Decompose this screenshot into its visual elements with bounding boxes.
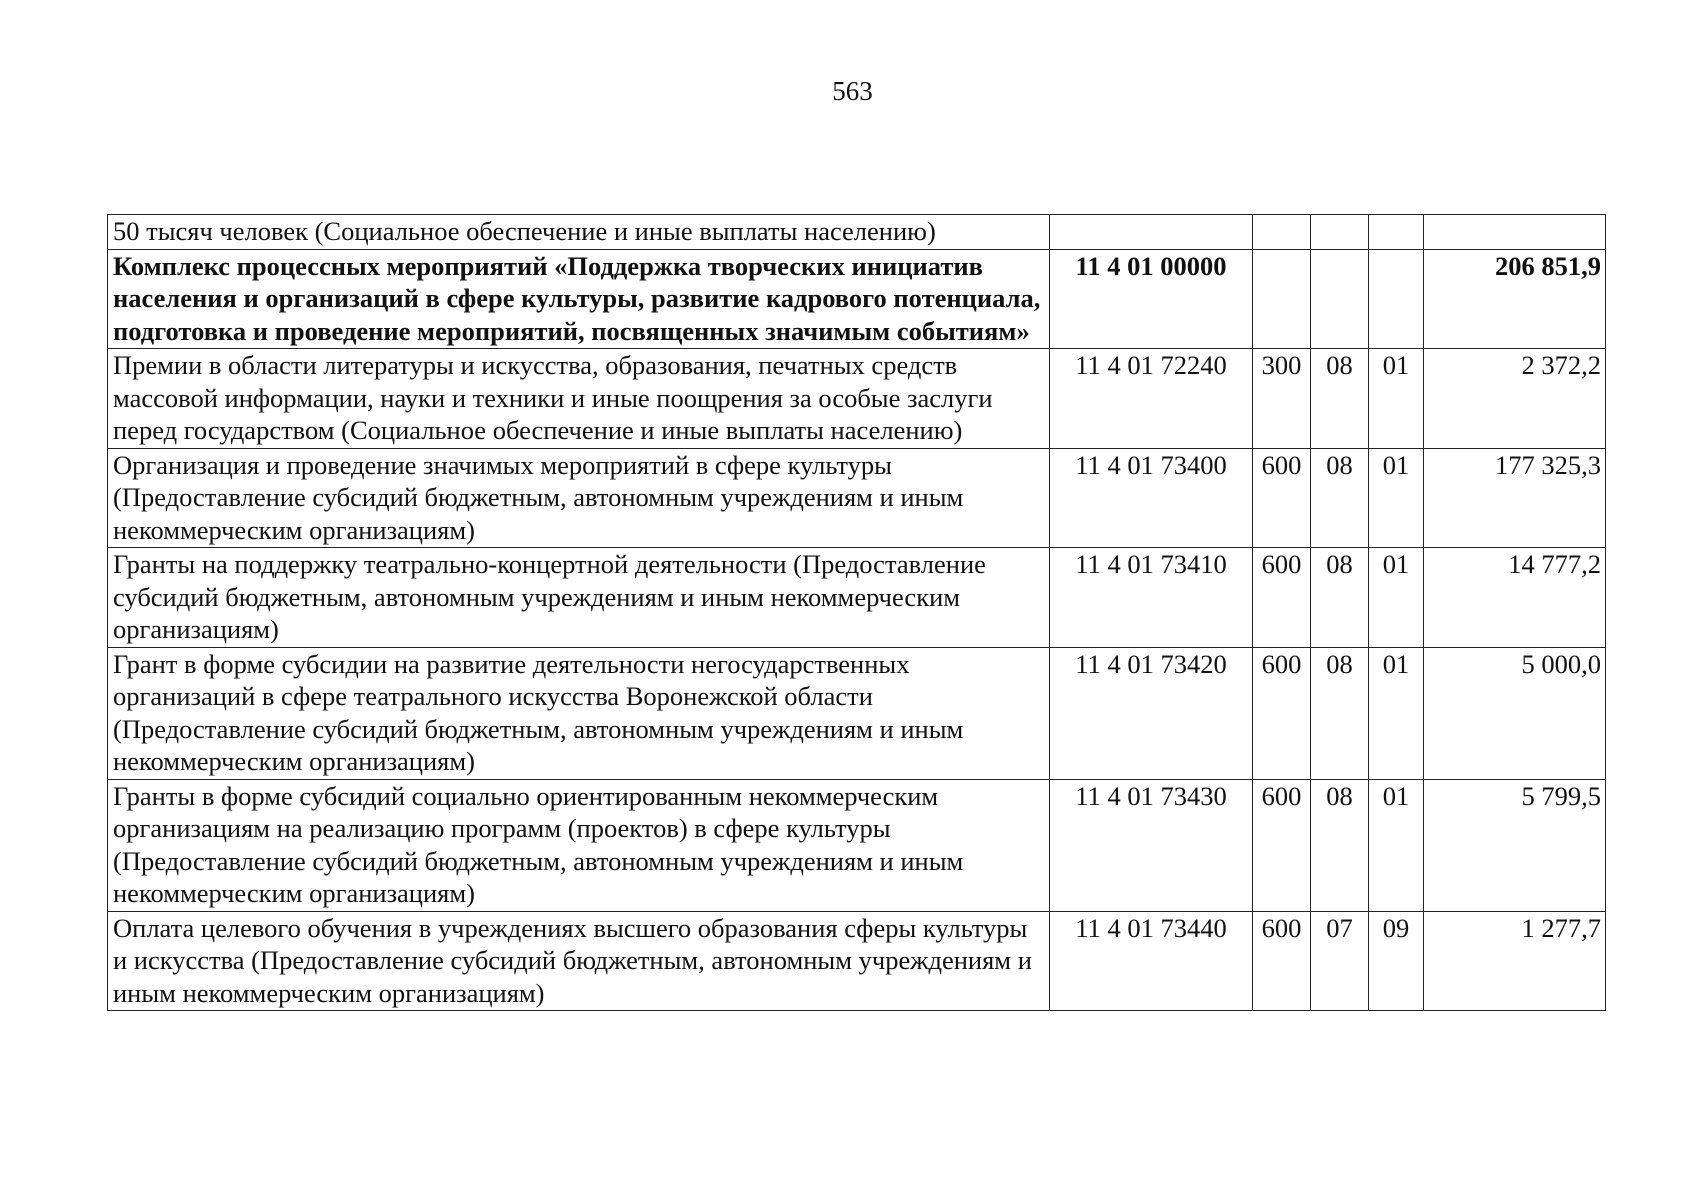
budget-table [107, 214, 1606, 1011]
table-row [108, 911, 1606, 1011]
row-name-cell: Гранты в форме субсидий социально ориентированным некоммерческим организациям на реализацию программ (проектов) в сфере культуры (Предоставление субсидий бюджетным, автономным учреждениям и иным некоммерческим организациям) [108, 779, 1050, 911]
row-name-cell: Комплекс процессных мероприятий «Поддержка творческих инициатив населения и организаций в сфере культуры, развитие кадрового потенциала, подготовка и проведение мероприятий, посвященных значимым событиям» [108, 249, 1050, 349]
section-cell: 08 [1311, 647, 1369, 779]
subsection-cell [1369, 249, 1424, 349]
amount-cell: 5 799,5 [1424, 779, 1606, 911]
amount-cell: 1 277,7 [1424, 911, 1606, 1011]
subsection-cell: 01 [1369, 548, 1424, 648]
subsection-cell: 01 [1369, 779, 1424, 911]
section-cell [1311, 249, 1369, 349]
table-row [108, 779, 1606, 911]
target-code-cell: 11 4 01 73400 [1050, 448, 1253, 548]
table-row [108, 647, 1606, 779]
row-name-cell: Гранты на поддержку театрально-концертной деятельности (Предоставление субсидий бюджетным, автономным учреждениям и иным некоммерческим организациям) [108, 548, 1050, 648]
expense-type-cell: 600 [1253, 548, 1311, 648]
section-cell: 07 [1311, 911, 1369, 1011]
subsection-cell: 01 [1369, 448, 1424, 548]
table-row [108, 215, 1606, 250]
table-row [108, 249, 1606, 349]
amount-cell [1424, 215, 1606, 250]
row-name-cell: Оплата целевого обучения в учреждениях высшего образования сферы культуры и искусства (Предоставление субсидий бюджетным, автономным учреждениям и иным некоммерческим организациям) [108, 911, 1050, 1011]
row-name-cell: 50 тысяч человек (Социальное обеспечение и иные выплаты населению) [108, 215, 1050, 250]
expense-type-cell [1253, 215, 1311, 250]
amount-cell: 2 372,2 [1424, 349, 1606, 449]
amount-cell: 14 777,2 [1424, 548, 1606, 648]
subsection-cell [1369, 215, 1424, 250]
amount-cell: 177 325,3 [1424, 448, 1606, 548]
target-code-cell: 11 4 01 00000 [1050, 249, 1253, 349]
row-name-cell: Грант в форме субсидии на развитие деятельности негосударственных организаций в сфере театрального искусства Воронежской области (Предоставление субсидий бюджетным, автономным учреждениям и иным некоммерческим организациям) [108, 647, 1050, 779]
target-code-cell: 11 4 01 73420 [1050, 647, 1253, 779]
expense-type-cell: 600 [1253, 448, 1311, 548]
expense-type-cell: 600 [1253, 911, 1311, 1011]
expense-type-cell: 600 [1253, 647, 1311, 779]
subsection-cell: 09 [1369, 911, 1424, 1011]
target-code-cell: 11 4 01 73430 [1050, 779, 1253, 911]
table-row [108, 448, 1606, 548]
section-cell: 08 [1311, 548, 1369, 648]
section-cell: 08 [1311, 349, 1369, 449]
expense-type-cell: 600 [1253, 779, 1311, 911]
section-cell [1311, 215, 1369, 250]
target-code-cell: 11 4 01 73440 [1050, 911, 1253, 1011]
table-row [108, 349, 1606, 449]
target-code-cell: 11 4 01 72240 [1050, 349, 1253, 449]
row-name-cell: Премии в области литературы и искусства, образования, печатных средств массовой информации, науки и техники и иные поощрения за особые заслуги перед государством (Социальное обеспечение и иные выплаты населению) [108, 349, 1050, 449]
subsection-cell: 01 [1369, 647, 1424, 779]
expense-type-cell: 300 [1253, 349, 1311, 449]
section-cell: 08 [1311, 779, 1369, 911]
row-name-cell: Организация и проведение значимых мероприятий в сфере культуры (Предоставление субсидий бюджетным, автономным учреждениям и иным некоммерческим организациям) [108, 448, 1050, 548]
expense-type-cell [1253, 249, 1311, 349]
page-number: 563 [832, 76, 873, 106]
amount-cell: 206 851,9 [1424, 249, 1606, 349]
table-row [108, 548, 1606, 648]
target-code-cell: 11 4 01 73410 [1050, 548, 1253, 648]
subsection-cell: 01 [1369, 349, 1424, 449]
section-cell: 08 [1311, 448, 1369, 548]
target-code-cell [1050, 215, 1253, 250]
amount-cell: 5 000,0 [1424, 647, 1606, 779]
